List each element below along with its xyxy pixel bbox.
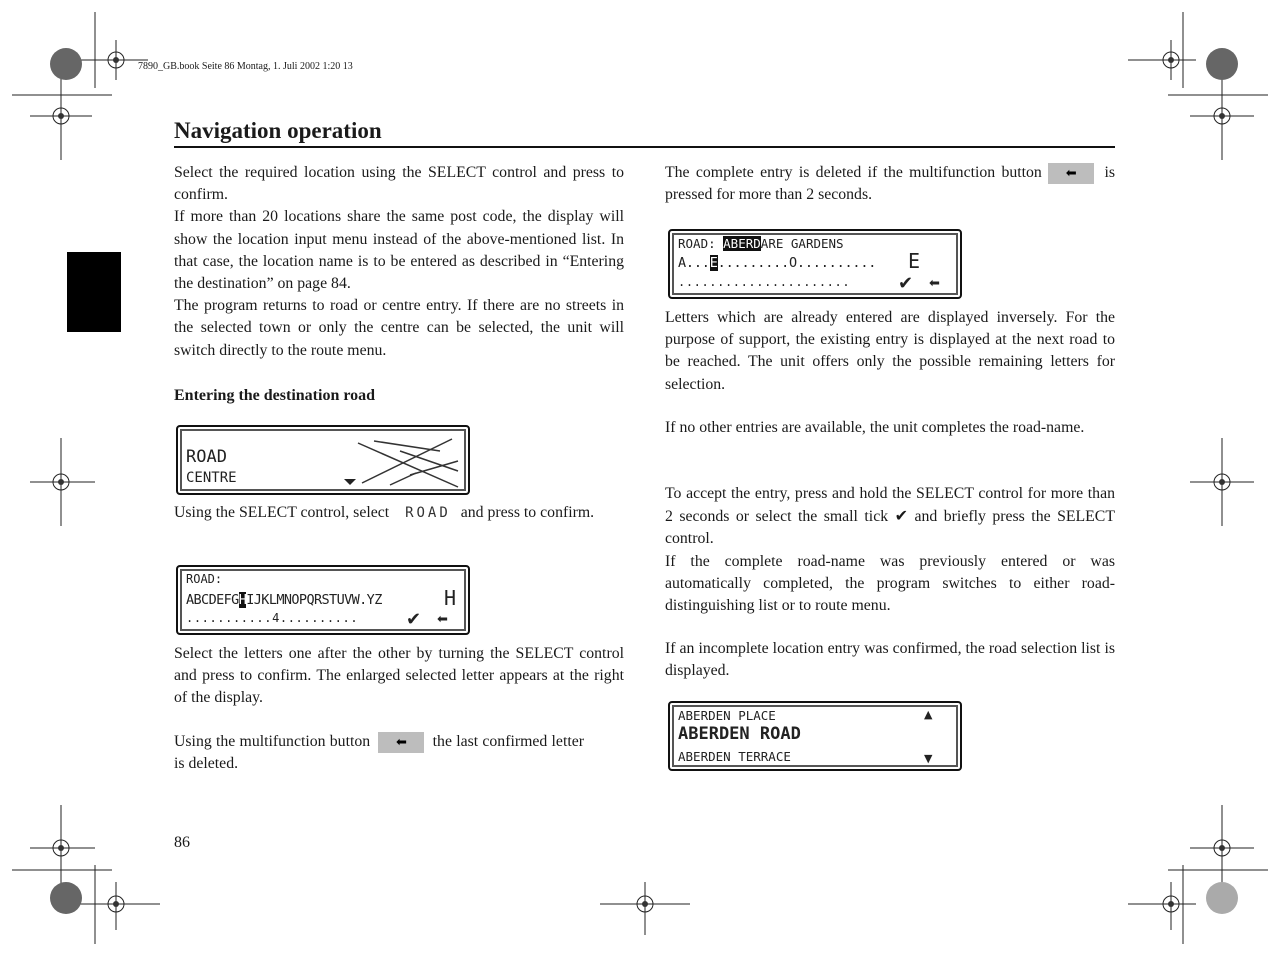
right-p1b: is pressed for more than 2 seconds. [665, 164, 1116, 204]
crossroads-icon [340, 431, 460, 491]
left-p4b: and press to confirm. [460, 504, 595, 521]
left-p3: The program returns to road or centre entry. If there are no streets in the selected town or only the centre can be selected, the unit will switch directly to the route menu. [174, 297, 624, 359]
tick-icon: ✔ [898, 273, 914, 294]
back-arrow-icon: ⬅ [437, 612, 448, 627]
display-road-entry [668, 229, 962, 299]
display3-big-letter: E [908, 249, 921, 273]
display2-big-letter: H [444, 586, 457, 610]
left-p4a: Using the SELECT control, select [174, 504, 390, 521]
alpha-selected: H [238, 592, 247, 608]
back-arrow-icon: ⬅ [929, 276, 940, 291]
page-number: 86 [174, 834, 190, 851]
list-item-1: ABERDEN PLACE [678, 708, 776, 723]
right-p5: If the complete road-name was previously entered or was automatically completed, the program switches to either road-distinguishing list or to route menu. [665, 552, 1115, 615]
display-road-alphabet [176, 565, 470, 635]
display3-dots: ...................... [678, 275, 851, 289]
left-p4 [174, 502, 644, 524]
title-rule [174, 146, 1115, 148]
right-p1 [665, 162, 1115, 206]
chapter-tab [67, 252, 121, 332]
section-heading: Entering the destination road [174, 387, 376, 404]
right-p1a: The complete entry is deleted if the multifunction button [665, 164, 1042, 181]
display1-line2: CENTRE [186, 470, 237, 486]
back-button-inline [1048, 163, 1094, 184]
alpha-post: IJKLMNOPQRSTUVW.YZ [246, 592, 382, 608]
display-road-list [668, 701, 962, 771]
right-p2: Letters which are already entered are displayed inversely. For the purpose of support, the existing entry is displayed at the next road to be reached. The unit offers only the possible remaining letters for selection. [665, 309, 1115, 393]
page-title: Navigation operation [174, 118, 382, 143]
display3-row2a: A... [678, 255, 710, 271]
left-p2: If more than 20 locations share the same post code, the display will show the location input menu instead of the above-mentioned list. In that case, the location name is to be entered as described in “Entering the destination” on page 84. [174, 208, 624, 293]
alpha-pre: ABCDEFG [186, 592, 239, 608]
right-p4a: To accept the entry, press and hold the SELECT control for more than 2 seconds or select the small tick [665, 485, 1115, 526]
tick-icon: ✔ [406, 609, 422, 630]
list-item-3: ABERDEN TERRACE [678, 749, 791, 764]
left-p5: Select the letters one after the other by turning the SELECT control and press to confirm. The enlarged selected letter appears at the right of the display. [174, 645, 624, 707]
right-p6: If an incomplete location entry was confirmed, the road selection list is displayed. [665, 640, 1115, 680]
back-arrow-icon: ⬅ [1065, 165, 1077, 181]
back-arrow-icon: ⬅ [395, 734, 407, 750]
back-button-inline [378, 732, 424, 753]
right-p4b: and briefly press the SELECT control. [665, 508, 1115, 548]
left-column [174, 162, 624, 362]
list-item-2: ABERDEN ROAD [678, 724, 801, 744]
display3-row2b: .........O.......... [717, 255, 877, 271]
display3-prefix: ROAD: [678, 236, 724, 251]
scroll-down-icon: ▼ [924, 752, 933, 765]
display3-row2-selected: E [709, 255, 718, 271]
left-p6b: the last confirmed letter is deleted. [174, 733, 584, 773]
right-p4 [665, 483, 1115, 617]
display3-entered: ABERD [723, 236, 761, 251]
right-p3: If no other entries are available, the unit completes the road-name. [665, 419, 1085, 436]
display3-rest: ARE GARDENS [760, 236, 844, 251]
scroll-up-icon: ▲ [924, 708, 933, 721]
road-inline: ROAD [405, 505, 451, 521]
print-info: 7890_GB.book Seite 86 Montag, 1. Juli 2002 1:20 13 [138, 61, 353, 72]
display2-dots: ...........4.......... [186, 611, 359, 625]
left-p6a: Using the multifunction button [174, 733, 371, 750]
display3-line1 [678, 236, 844, 251]
display2-alphabet [186, 592, 382, 608]
left-p6 [174, 731, 584, 775]
tick-icon: ✔ [894, 506, 908, 526]
display-road-centre [176, 425, 470, 495]
display1-line1: ROAD [186, 447, 227, 467]
display2-line1: ROAD: [186, 572, 223, 586]
display3-line2 [678, 255, 876, 271]
left-p1: Select the required location using the SELECT control and press to confirm. [174, 164, 624, 204]
